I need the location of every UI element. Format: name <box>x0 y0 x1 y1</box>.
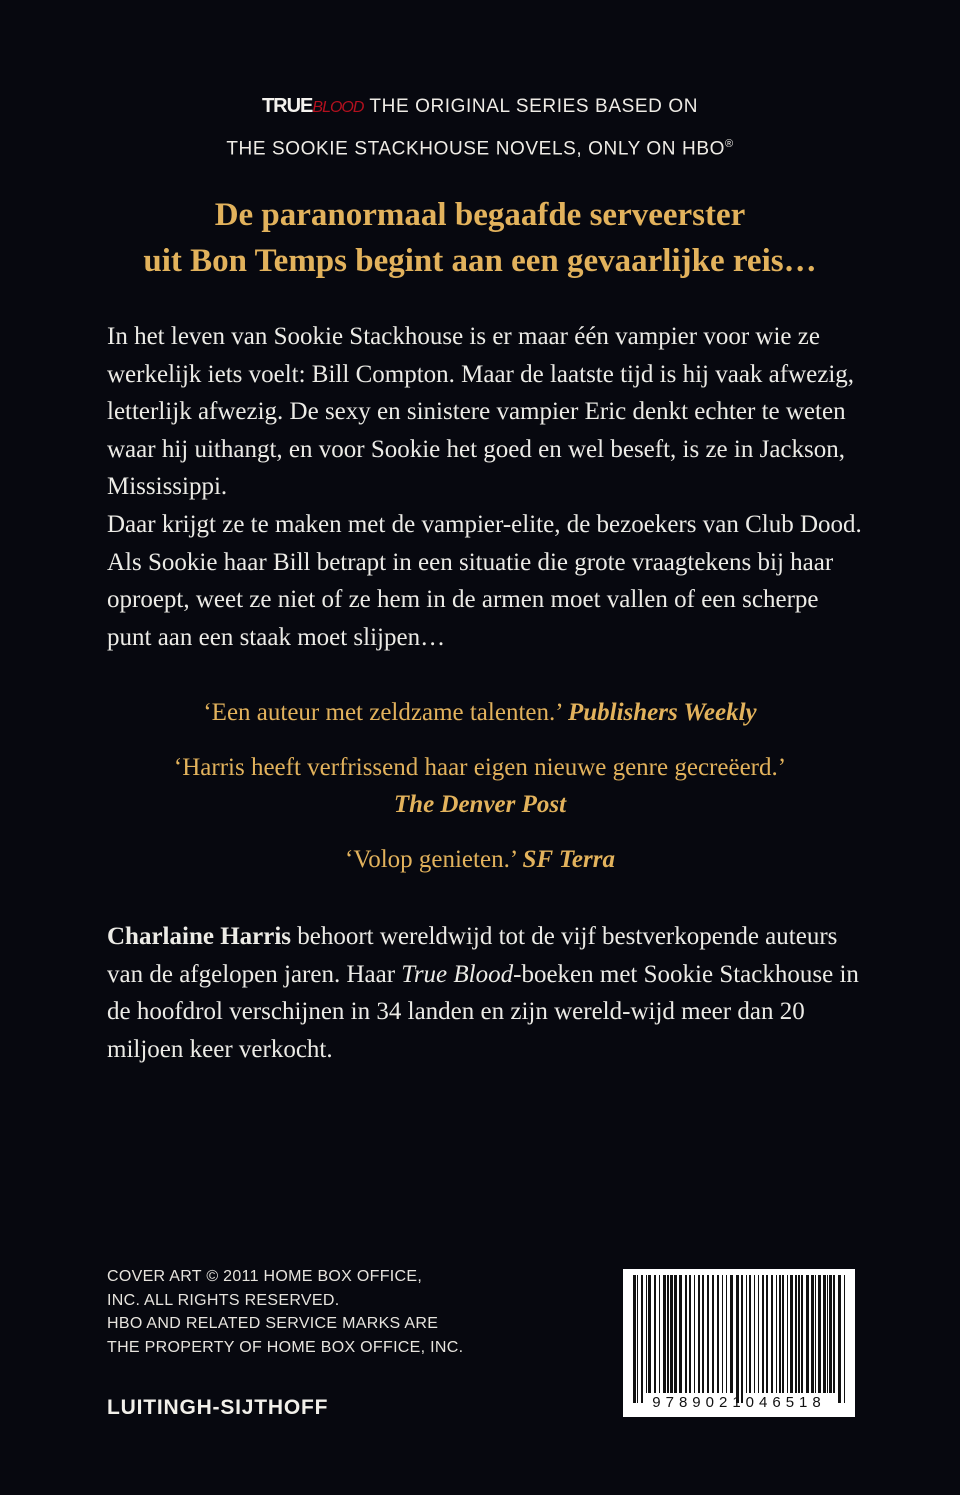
header-line-1: TRUEBLOOD THE ORIGINAL SERIES BASED ON <box>261 95 699 117</box>
barcode-bar <box>670 1275 673 1393</box>
barcode-bar <box>790 1275 793 1393</box>
barcode-bar <box>730 1275 733 1393</box>
barcode-bar <box>736 1275 739 1403</box>
barcode-bar <box>829 1275 832 1393</box>
barcode-bar <box>637 1275 638 1403</box>
barcode-bar <box>741 1275 743 1403</box>
series-title: True Blood <box>401 960 514 988</box>
barcode-bar <box>749 1275 751 1393</box>
legal-notice: COVER ART © 2011 HOME BOX OFFICE, INC. ALL RIGHTS RESERVED. HBO AND RELATED SERVICE MARKS ARE THE PROPERTY OF HOME BOX OFFICE, INC. <box>107 1268 464 1356</box>
author-bio: Charlaine Harris behoort wereldwijd tot de vijf bestverkopende auteurs van de afgelopen jaren. Haar True Blood-boeken met Sookie Stackhouse in de hoofdrol verschijnen in 34 landen en zijn wereld-wijd meer dan 20 miljoen keer verkocht. <box>107 923 859 1063</box>
barcode-bar <box>654 1275 656 1393</box>
barcode-bar <box>663 1275 666 1393</box>
barcode-bar <box>746 1275 747 1393</box>
barcode-bar <box>798 1275 800 1393</box>
headline-line-2: uit Bon Temps begint aan een gevaarlijke reis… <box>143 243 817 279</box>
series-header <box>0 88 960 167</box>
barcode-bar <box>815 1275 816 1393</box>
barcode-bar <box>702 1275 704 1393</box>
barcode-bar <box>633 1275 636 1403</box>
blurb <box>107 318 867 656</box>
header-line-2: THE SOOKIE STACKHOUSE NOVELS, ONLY ON HBO® <box>226 138 734 160</box>
publisher-logo: LUITINGH-SIJTHOFF <box>107 1396 329 1419</box>
headline <box>0 192 960 284</box>
blurb-paragraph-2: Daar krijgt ze te maken met de vampier-elite, de bezoekers van Club Dood. Als Sookie haar Bill betrapt in een situatie die grote vraagtekens bij haar oproept, weet ze niet of ze hem in de armen moet vallen of een scherpe punt aan een staak moet slijpen… <box>107 510 862 651</box>
barcode-bar <box>717 1275 719 1393</box>
barcode-bar <box>795 1275 797 1393</box>
barcode-bar <box>833 1275 835 1393</box>
barcode-bar <box>685 1275 687 1393</box>
barcode-bar <box>689 1275 691 1393</box>
barcode-bar <box>776 1275 777 1393</box>
barcode-bar <box>712 1275 714 1393</box>
barcode-bar <box>674 1275 677 1393</box>
author-name: Charlaine Harris <box>107 923 292 950</box>
isbn-barcode <box>623 1269 855 1417</box>
barcode-bar <box>648 1275 651 1393</box>
barcode-bar <box>782 1275 784 1393</box>
barcode-bar <box>722 1275 723 1393</box>
barcode-bar <box>779 1275 781 1393</box>
barcode-bar <box>827 1275 828 1393</box>
barcode-bar <box>811 1275 814 1393</box>
barcode-bar <box>787 1275 788 1393</box>
headline-line-1: De paranormaal begaafde serveerster <box>214 197 746 233</box>
quote-source: Publishers Weekly <box>567 699 757 726</box>
barcode-bar <box>818 1275 821 1393</box>
barcode-bar <box>838 1275 841 1403</box>
quote-source: SF Terra <box>522 846 615 873</box>
barcode-bar <box>694 1275 695 1393</box>
barcode-bar <box>726 1275 727 1393</box>
barcode-bar <box>754 1275 755 1393</box>
quote-3: ‘Volop genieten.’ SF Terra <box>345 846 615 873</box>
barcode-bar <box>659 1275 660 1393</box>
barcode-bar <box>707 1275 709 1393</box>
barcode-bar <box>667 1275 669 1393</box>
blurb-paragraph-1: In het leven van Sookie Stackhouse is er maar één vampier voor wie ze werkelijk iets voelt: Bill Compton. Maar de laatste tijd is hij vaak afwezig, letterlijk afwezig. De sexy en sinistere vampier Eric denkt echter te weten waar hij uithangt, en voor Sookie het goed en wel beseft, is ze in Jackson, Mississippi. <box>107 323 855 501</box>
barcode-number: 9789021046518 <box>652 1394 826 1411</box>
quote-2: ‘Harris heeft verfrissend haar eigen nieuwe genre gecreëerd.’ The Denver Post <box>173 754 787 818</box>
barcode-bar <box>646 1275 647 1393</box>
barcode-bar <box>762 1275 764 1393</box>
barcode-bar <box>679 1275 682 1393</box>
barcode-bar <box>641 1275 643 1403</box>
quote-1: ‘Een auteur met zeldzame talenten.’ Publishers Weekly <box>203 699 757 726</box>
barcode-bar <box>823 1275 826 1393</box>
barcode-bar <box>771 1275 773 1393</box>
review-quotes <box>0 694 960 896</box>
true-blood-logo: TRUEBLOOD <box>261 95 364 117</box>
barcode-bar <box>698 1275 700 1393</box>
barcode-bar <box>806 1275 809 1393</box>
barcode-bar <box>801 1275 803 1393</box>
barcode-bar <box>844 1275 845 1403</box>
barcode-bar <box>766 1275 768 1393</box>
barcode-bar <box>758 1275 759 1393</box>
quote-source: The Denver Post <box>393 791 567 818</box>
